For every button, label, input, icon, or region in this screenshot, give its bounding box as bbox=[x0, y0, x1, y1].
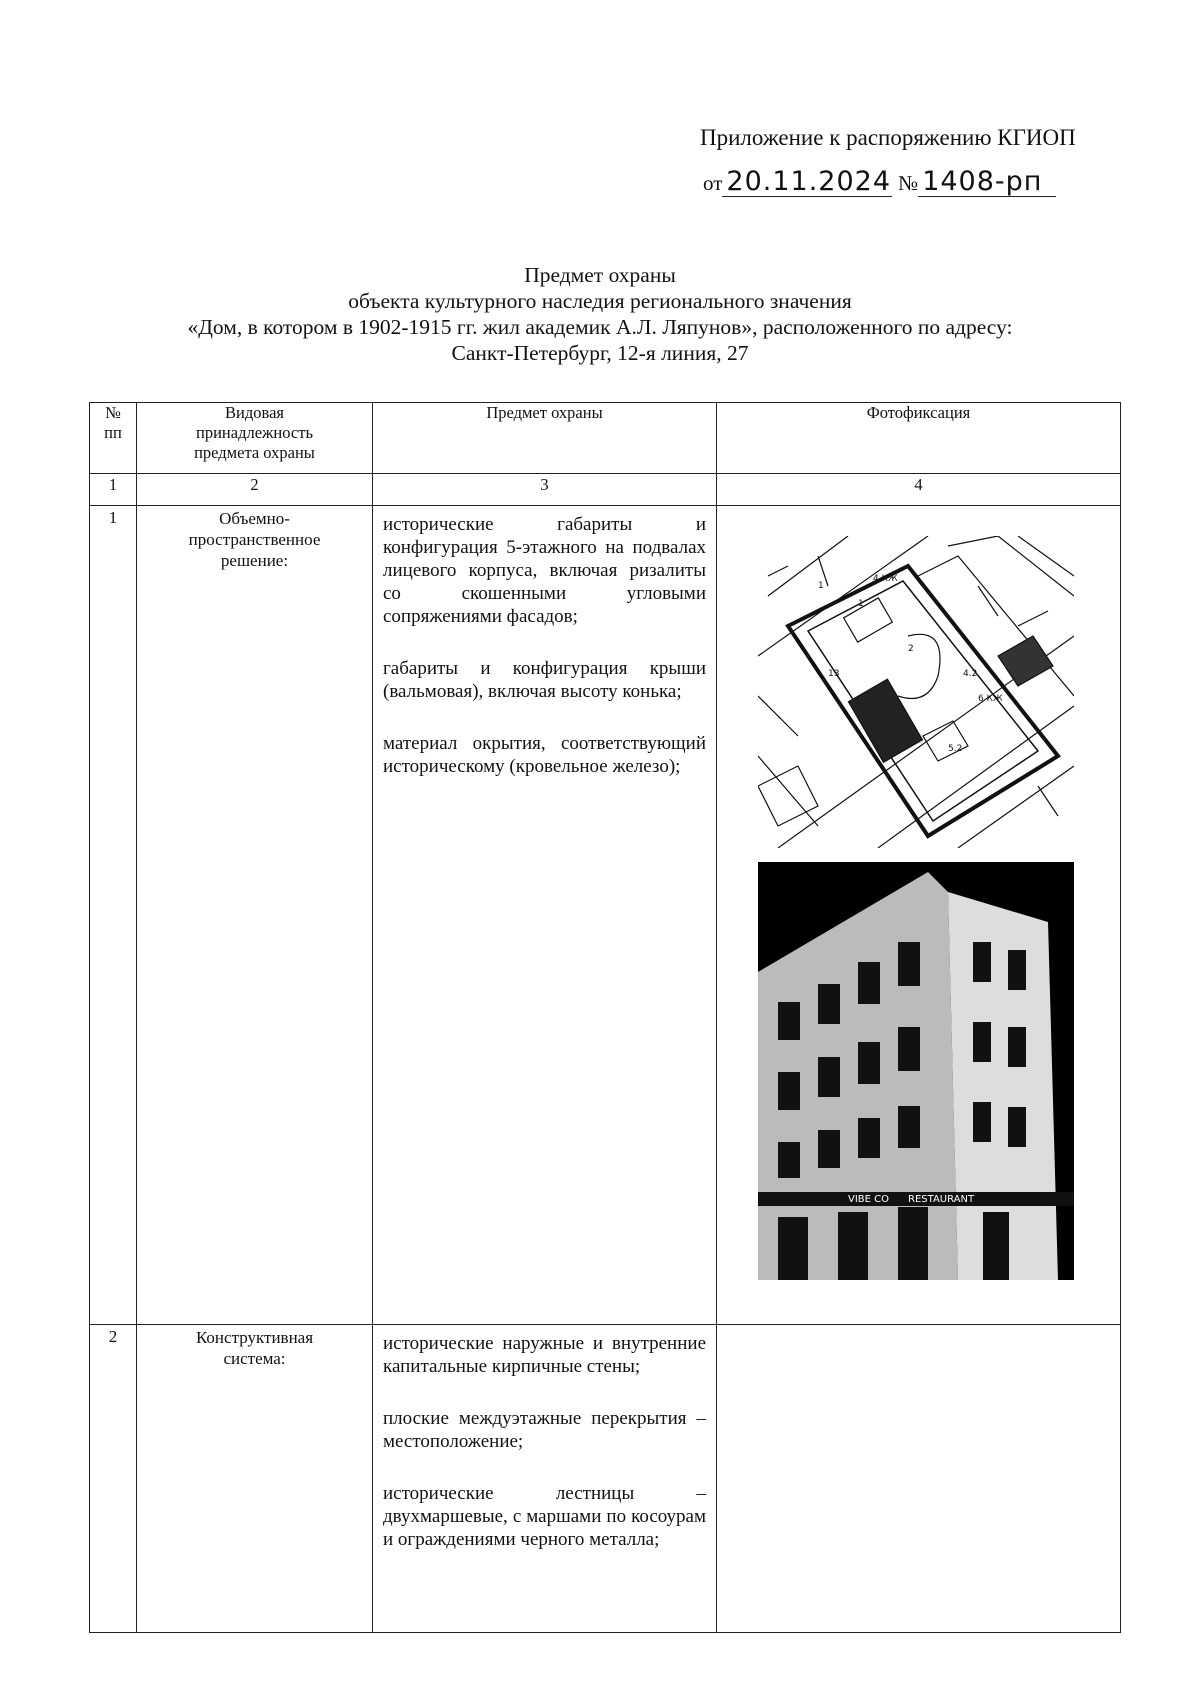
title-line-3: «Дом, в котором в 1902-1915 гг. жил академик А.Л. Ляпунов», расположенного по адресу: bbox=[187, 315, 1013, 339]
map-label: 6 КЖ bbox=[978, 694, 1003, 704]
order-number: 1408-рп bbox=[918, 168, 1056, 197]
map-label: 4 КЖ bbox=[873, 574, 898, 584]
subject-item: плоские междуэтажные перекрытия – местоположение; bbox=[383, 1408, 706, 1452]
title-line-2: объекта культурного наследия регионального значения bbox=[348, 289, 852, 313]
table-row bbox=[90, 1325, 1121, 1633]
row-number: 1 bbox=[90, 506, 137, 1325]
header-col-number: № пп bbox=[90, 403, 137, 474]
number-label: № bbox=[898, 171, 919, 195]
row-subject bbox=[373, 506, 717, 1325]
facade-sign: VIBE CO bbox=[848, 1194, 890, 1205]
title-line-1: Предмет охраны bbox=[524, 263, 676, 287]
map-label: 4.2 bbox=[963, 669, 978, 679]
cadastral-map-drawing bbox=[758, 536, 1074, 848]
row-type: Конструктивная система: bbox=[137, 1325, 373, 1633]
subject-item: материал окрытия, соответствующий историческому (кровельное железо); bbox=[383, 733, 706, 777]
column-number: 2 bbox=[137, 474, 373, 506]
facade-sign: RESTAURANT bbox=[908, 1194, 975, 1205]
building-photo-image bbox=[758, 862, 1074, 1280]
table-row bbox=[90, 506, 1121, 1325]
row-subject bbox=[373, 1325, 717, 1633]
map-label: 5.2 bbox=[948, 744, 963, 754]
subject-item: исторические лестницы – двухмаршевые, с маршами по косоурам и ограждениями черного металла; bbox=[383, 1483, 706, 1550]
order-line bbox=[703, 168, 1056, 197]
map-label: 2 bbox=[908, 644, 914, 654]
building-photo-drawing bbox=[758, 862, 1074, 1280]
header-col-subject: Предмет охраны bbox=[373, 403, 717, 474]
protection-table bbox=[89, 402, 1121, 1633]
date-prefix: от bbox=[703, 171, 723, 195]
subject-item: габариты и конфигурация крыши (вальмовая), включая высоту конька; bbox=[383, 658, 706, 702]
header-col-type: Видовая принадлежность предмета охраны bbox=[137, 403, 373, 474]
column-number: 4 bbox=[717, 474, 1121, 506]
row-type: Объемно- пространственное решение: bbox=[137, 506, 373, 1325]
appendix-label: Приложение к распоряжению КГИОП bbox=[700, 125, 1076, 150]
row-photos-empty bbox=[717, 1325, 1121, 1633]
row-number: 2 bbox=[90, 1325, 137, 1633]
order-date: 20.11.2024 bbox=[722, 168, 892, 197]
column-number-row bbox=[90, 474, 1121, 506]
subject-item: исторические наружные и внутренние капитальные кирпичные стены; bbox=[383, 1333, 706, 1377]
map-label: 1 bbox=[858, 599, 864, 609]
map-label: 1 bbox=[818, 581, 824, 591]
row-photos bbox=[717, 506, 1121, 1325]
document-title bbox=[0, 262, 1200, 366]
header-col-photo: Фотофиксация bbox=[717, 403, 1121, 474]
cadastral-map-image bbox=[758, 536, 1074, 848]
subject-item: исторические габариты и конфигурация 5-этажного на подвалах лицевого корпуса, включая ризалиты со скошенными угловыми сопряжениями фасадов; bbox=[383, 514, 706, 627]
map-label: 13 bbox=[828, 669, 840, 679]
table-header-row bbox=[90, 403, 1121, 474]
title-line-4: Санкт-Петербург, 12-я линия, 27 bbox=[451, 341, 749, 365]
column-number: 1 bbox=[90, 474, 137, 506]
column-number: 3 bbox=[373, 474, 717, 506]
